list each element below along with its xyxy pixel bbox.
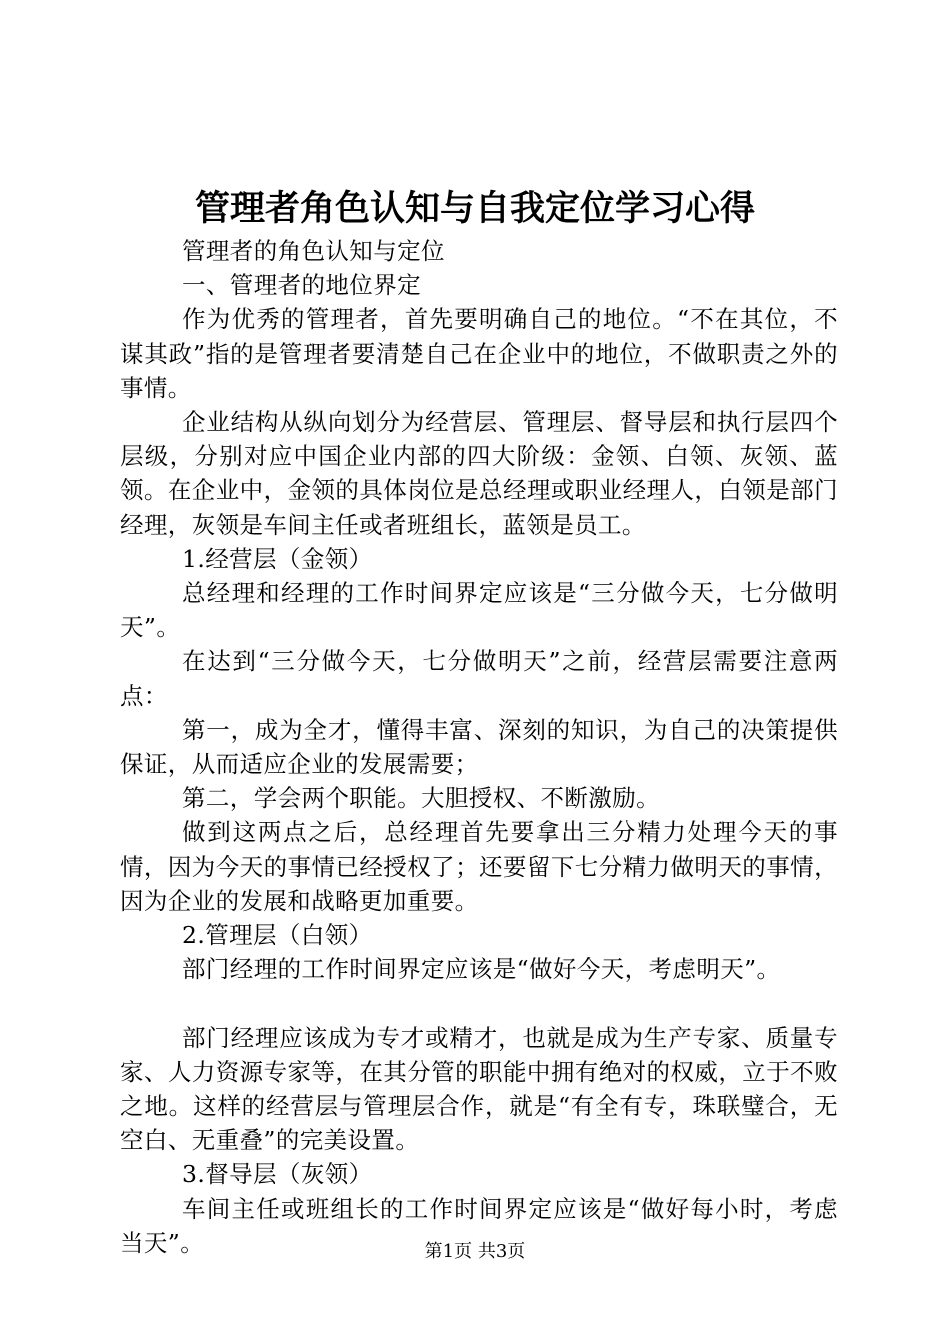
subsection-heading: 1.经营层（金领） [182,544,373,573]
section-heading: 一、管理者的地位界定 [182,271,421,300]
paragraph: 第一，成为全才，懂得丰富、深刻的知识，为自己的决策提供保证，从而适应企业的发展需要； [120,715,838,779]
paragraph: 车间主任或班组长的工作时间界定应该是“做好每小时，考虑当天”。 [120,1194,838,1257]
paragraph: 在达到“三分做今天，七分做明天”之前，经营层需要注意两点： [120,647,838,710]
blank-line [120,986,838,1020]
paragraph: 企业结构从纵向划分为经营层、管理层、督导层和执行层四个层级，分别对应中国企业内部的四大阶级：金领、白领、灰领、蓝领。在企业中，金领的具体岗位是总经理或职业经理人，白领是部门经理，灰领是车间主任或者班组长，蓝领是员工。 [120,408,838,539]
page-footer: 第1页 共3页 [424,1241,526,1262]
subsection-heading: 3.督导层（灰领） [182,1160,373,1189]
paragraph: 第二，学会两个职能。大胆授权、不断激励。 [182,784,660,813]
paragraph: 部门经理应该成为专才或精才，也就是成为生产专家、质量专家、人力资源专家等，在其分管的职能中拥有绝对的权威，立于不败之地。这样的经营层与管理层合作，就是“有全有专，珠联璧合，无空白、无重叠”的完美设置。 [120,1023,838,1155]
paragraph: 作为优秀的管理者，首先要明确自己的地位。“不在其位，不谋其政”指的是管理者要清楚自己在企业中的地位，不做职责之外的事情。 [120,305,838,402]
subsection-heading: 2.管理层（白领） [182,921,373,950]
document-body [120,234,838,1260]
paragraph: 管理者的角色认知与定位 [182,237,445,265]
paragraph: 做到这两点之后，总经理首先要拿出三分精力处理今天的事情，因为今天的事情已经授权了；还要留下七分精力做明天的事情，因为企业的发展和战略更加重要。 [120,818,838,915]
document-title: 管理者角色认知与自我定位学习心得 [194,188,755,229]
paragraph: 总经理和经理的工作时间界定应该是“三分做今天，七分做明天”。 [120,579,838,642]
paragraph: 部门经理的工作时间界定应该是“做好今天，考虑明天”。 [182,955,781,984]
